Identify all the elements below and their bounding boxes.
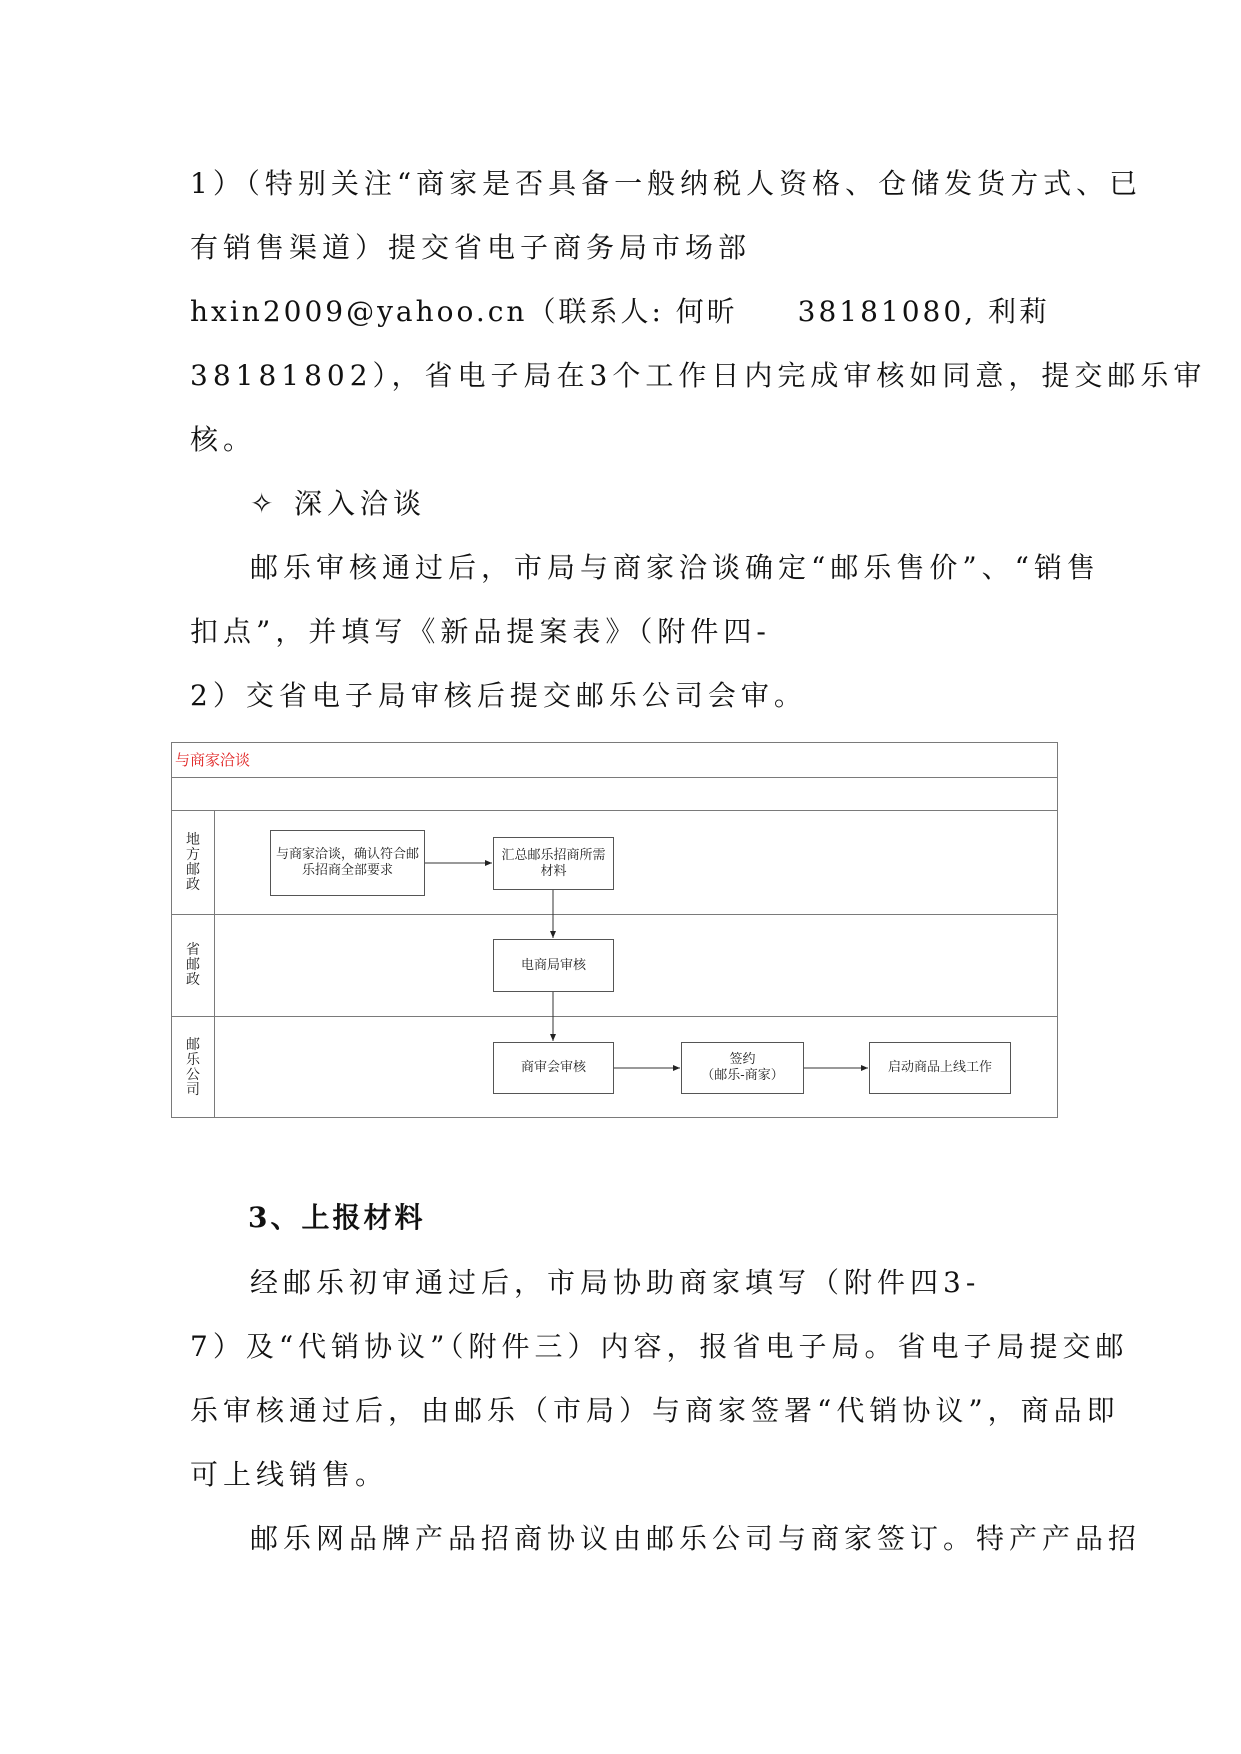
divider — [172, 1016, 1057, 1017]
body-text-line: 2）交省电子局审核后提交邮乐公司会审。 — [190, 679, 807, 712]
joint-review-box: 商审会审核 — [493, 1042, 614, 1094]
divider — [172, 810, 1057, 811]
section-heading: 3、上报材料 — [248, 1201, 426, 1234]
body-text-line: 乐审核通过后，由邮乐（市局）与商家签署“代销协议”，商品即 — [190, 1394, 1120, 1427]
body-text-line: 38181802），省电子局在3个工作日内完成审核如同意，提交邮乐审 — [190, 359, 1207, 392]
lane-label-provincial-post: 省邮政 — [186, 942, 200, 988]
flowchart — [171, 742, 1058, 1118]
divider — [172, 914, 1057, 915]
lane-divider — [214, 810, 215, 1117]
negotiate-merchant-box: 与商家洽谈，确认符合邮乐招商全部要求 — [270, 830, 425, 896]
bullet-heading — [250, 486, 426, 522]
body-text-line: 经邮乐初审通过后，市局协助商家填写（附件四3- — [250, 1266, 981, 1299]
divider — [172, 777, 1057, 778]
contact-phone-text: 38181080, 利莉 — [797, 295, 1050, 328]
body-text-line: 有销售渠道）提交省电子商务局市场部 — [190, 231, 752, 264]
contact-line — [190, 294, 1050, 330]
ecommerce-review-box: 电商局审核 — [493, 939, 614, 992]
lane-label-youle-company: 邮乐公司 — [186, 1037, 200, 1098]
sign-contract-parties: （邮乐-商家） — [701, 1068, 784, 1083]
bullet-text: 深入洽谈 — [294, 487, 427, 520]
body-text-line: 扣点”，并填写《新品提案表》（附件四- — [190, 615, 771, 648]
contact-email-text: hxin2009@yahoo.cn（联系人: 何昕 — [190, 295, 738, 328]
flowchart-title: 与商家洽谈 — [175, 751, 251, 769]
body-text-line: 1）（特别关注“商家是否具备一般纳税人资格、仓储发货方式、已 — [190, 167, 1143, 200]
body-text-line: 邮乐网品牌产品招商协议由邮乐公司与商家签订。特产产品招 — [250, 1522, 1142, 1555]
body-text-line: 核。 — [190, 423, 257, 456]
body-text-line: 可上线销售。 — [190, 1458, 389, 1491]
collect-materials-box: 汇总邮乐招商所需材料 — [493, 837, 614, 890]
sign-contract-title: 签约 — [729, 1052, 756, 1067]
launch-product-box: 启动商品上线工作 — [869, 1042, 1011, 1094]
lane-label-local-post: 地方邮政 — [186, 832, 200, 893]
diamond-bullet-icon: ✧ — [250, 487, 279, 520]
body-text-line: 7）及“代销协议”（附件三）内容，报省电子局。省电子局提交邮 — [190, 1330, 1129, 1363]
body-text-line: 邮乐审核通过后，市局与商家洽谈确定“邮乐售价”、“销售 — [250, 551, 1100, 584]
sign-contract-box — [681, 1042, 804, 1094]
